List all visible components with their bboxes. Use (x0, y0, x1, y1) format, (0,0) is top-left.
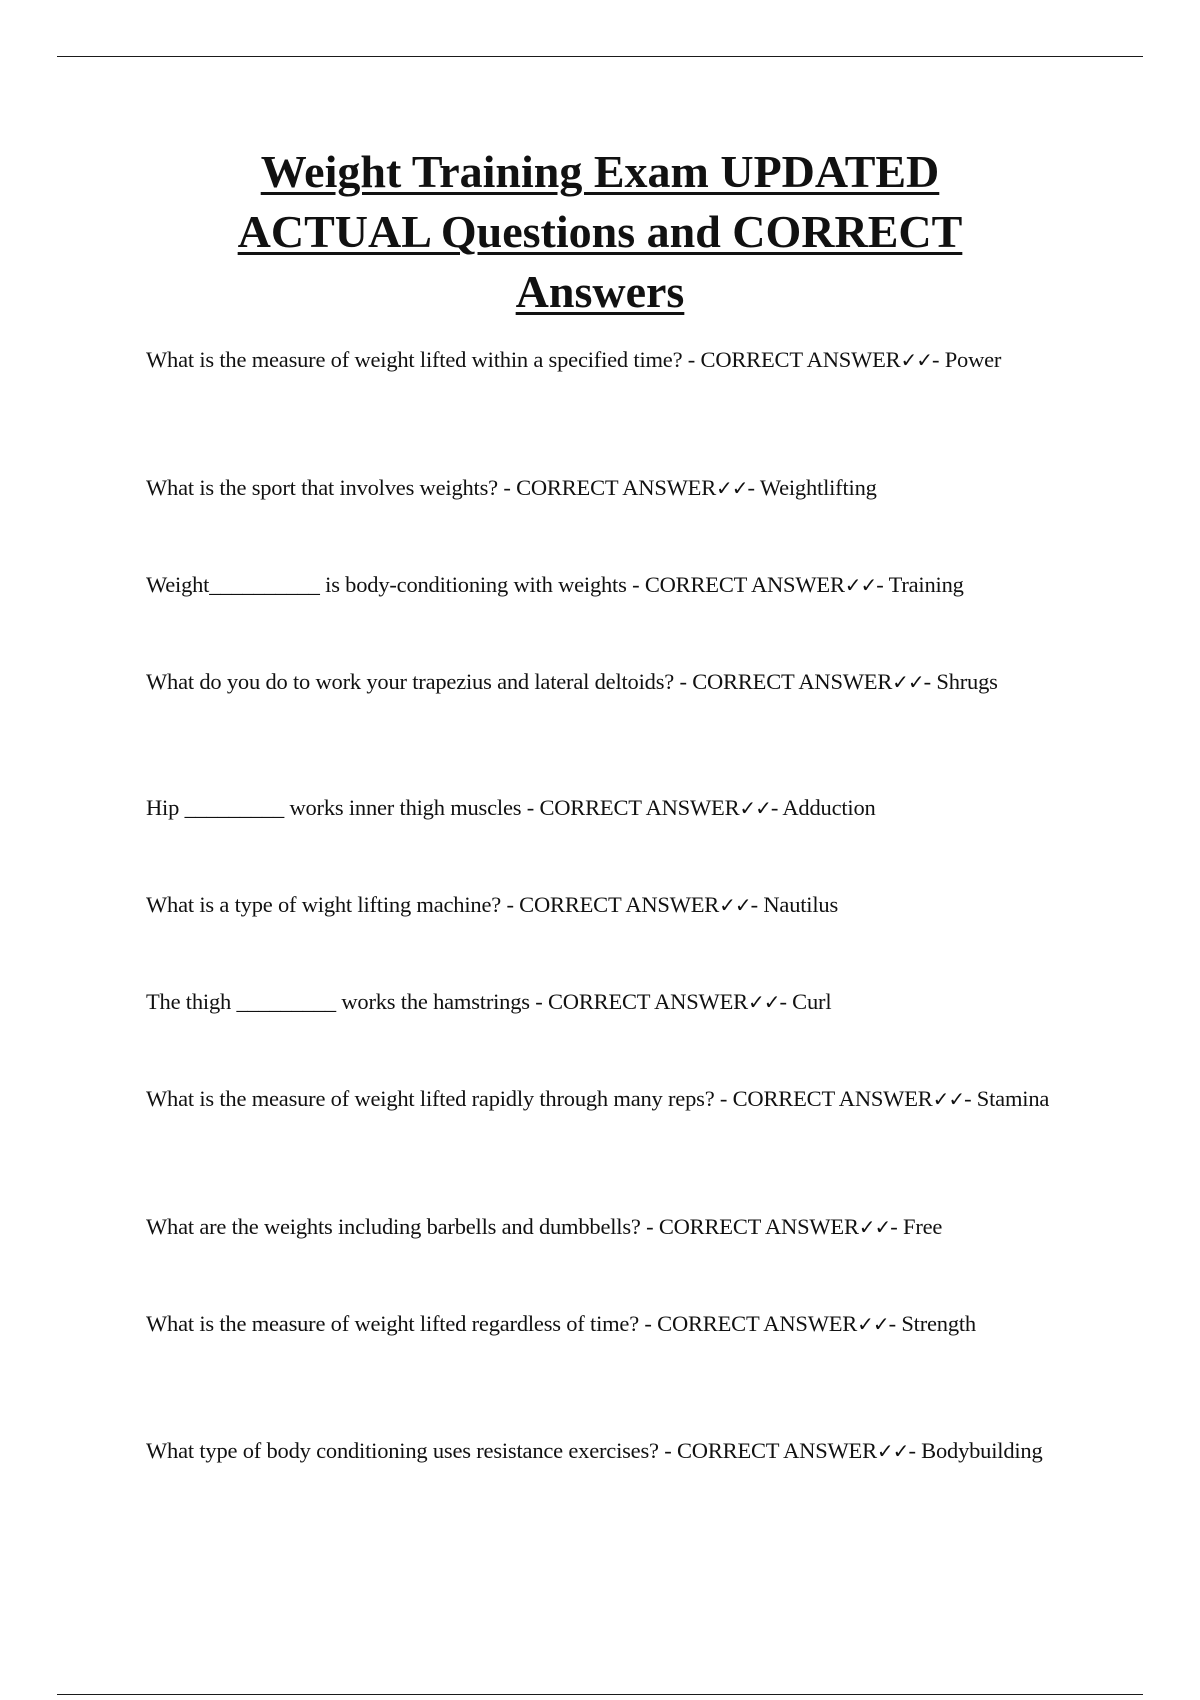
answer-marker: CORRECT ANSWER (644, 572, 845, 597)
check-marks-icon: ✓✓ (844, 573, 877, 597)
qa-item (146, 1083, 1066, 1115)
qa-item (146, 472, 1066, 504)
qa-item (146, 1211, 1066, 1243)
check-marks-icon: ✓✓ (719, 893, 751, 917)
answer-marker: CORRECT ANSWER (539, 795, 740, 820)
answer-text: - Weightlifting (747, 475, 877, 500)
check-marks-icon: ✓✓ (858, 1215, 891, 1239)
answer-text: - Free (890, 1214, 943, 1239)
question-text: What is the sport that involves weights? - (146, 475, 517, 500)
question-text: What is a type of wight lifting machine? - (146, 892, 520, 917)
question-text: What is the measure of weight lifted rapidly through many reps? - (146, 1086, 733, 1111)
qa-item (146, 1308, 1066, 1340)
check-marks-icon: ✓✓ (747, 990, 780, 1014)
qa-item (146, 889, 1066, 921)
question-text: Hip _________ works inner thigh muscles - (146, 795, 540, 820)
answer-marker: CORRECT ANSWER (547, 989, 748, 1014)
answer-text: - Power (931, 347, 1002, 372)
qa-item (146, 344, 1066, 376)
qa-item (146, 569, 1066, 601)
check-marks-icon: ✓✓ (900, 348, 932, 372)
answer-text: - Curl (779, 989, 832, 1014)
answer-text: - Shrugs (923, 669, 998, 694)
answer-marker: CORRECT ANSWER (700, 347, 901, 372)
answer-marker: CORRECT ANSWER (676, 1438, 877, 1463)
check-marks-icon: ✓✓ (932, 1087, 965, 1111)
title-line-1: Weight Training Exam UPDATED (260, 146, 940, 197)
answer-marker: CORRECT ANSWER (519, 892, 720, 917)
qa-item (146, 666, 1066, 698)
question-text: Weight__________ is body-conditioning with weights - (146, 572, 645, 597)
qa-item (146, 986, 1066, 1018)
qa-item (146, 1435, 1066, 1467)
answer-marker: CORRECT ANSWER (732, 1086, 933, 1111)
check-marks-icon: ✓✓ (876, 1439, 909, 1463)
qa-item (146, 792, 1066, 824)
answer-text: - Bodybuilding (908, 1438, 1043, 1463)
answer-marker: CORRECT ANSWER (657, 1311, 858, 1336)
check-marks-icon: ✓✓ (739, 796, 771, 820)
answer-text: - Nautilus (750, 892, 839, 917)
answer-text: - Adduction (770, 795, 876, 820)
answer-marker: CORRECT ANSWER (658, 1214, 859, 1239)
question-text: What is the measure of weight lifted regardless of time? - (146, 1311, 658, 1336)
question-text: What do you do to work your trapezius and lateral deltoids? - (146, 669, 693, 694)
question-text: What type of body conditioning uses resistance exercises? - (146, 1438, 677, 1463)
title-line-2: ACTUAL Questions and CORRECT (237, 206, 963, 257)
check-marks-icon: ✓✓ (716, 476, 748, 500)
question-text: The thigh _________ works the hamstrings - (146, 989, 548, 1014)
answer-marker: CORRECT ANSWER (516, 475, 717, 500)
question-text: What are the weights including barbells and dumbbells? - (146, 1214, 659, 1239)
check-marks-icon: ✓✓ (892, 670, 924, 694)
answer-text: - Training (876, 572, 964, 597)
check-marks-icon: ✓✓ (857, 1312, 889, 1336)
answer-marker: CORRECT ANSWER (692, 669, 893, 694)
title-line-3: Answers (515, 266, 685, 317)
bottom-rule (57, 1694, 1143, 1695)
answer-text: - Stamina (964, 1086, 1050, 1111)
answer-text: - Strength (888, 1311, 976, 1336)
question-text: What is the measure of weight lifted within a specified time? - (146, 347, 701, 372)
